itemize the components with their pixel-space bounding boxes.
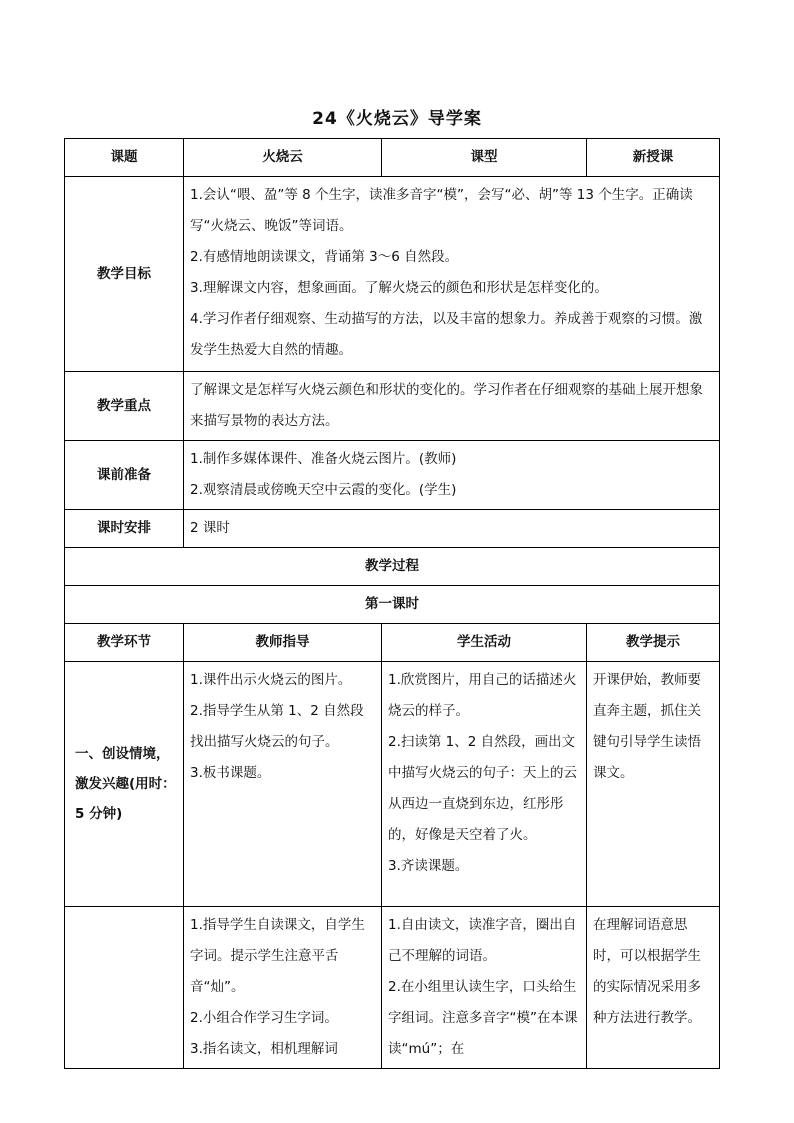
teacher-step: 3.指名读文，相机理解词 [190, 1041, 338, 1057]
teacher-step: 1.课件出示火烧云的图片。 [190, 672, 352, 688]
process-columns-row [65, 624, 720, 662]
key-points-row [65, 372, 720, 441]
student-step: 3.齐读课题。 [388, 858, 469, 874]
goal-item: 3.理解课文内容，想象画面。了解火烧云的颜色和形状是怎样变化的。 [190, 280, 608, 296]
document-title: 24《火烧云》导学案 [312, 109, 482, 129]
preparation-item: 1.制作多媒体课件、准备火烧云图片。(教师) [190, 451, 457, 467]
preparation-row [65, 441, 720, 510]
preparation-content [184, 441, 720, 510]
student-step: 2.在小组里认读生字，口头给生字组词。注意多音字“模”在本课读“mú”；在 [388, 979, 578, 1057]
header-topic-value: 火烧云 [184, 139, 382, 177]
goal-item: 4.学习作者仔细观察、生动描写的方法，以及丰富的想象力。养成善于观察的习惯。激发学生热爱大自然的情趣。 [190, 311, 703, 358]
goals-label: 教学目标 [65, 177, 184, 372]
tip-cell: 开课伊始，教师要直奔主题，抓住关键句引导学生读悟课文。 [587, 662, 720, 907]
preparation-item: 2.观察清晨或傍晚天空中云霞的变化。(学生) [190, 482, 457, 498]
stage-cell: 一、创设情境，激发兴趣(用时：5 分钟) [65, 662, 184, 907]
column-student: 学生活动 [382, 624, 587, 662]
first-period-row [65, 586, 720, 624]
preparation-label: 课前准备 [65, 441, 184, 510]
column-teacher: 教师指导 [184, 624, 382, 662]
goal-item: 1.会认“喂、盈”等 8 个生字，读准多音字“模”，会写“必、胡”等 13 个生字。正确读写“火烧云、晚饭”等词语。 [190, 187, 693, 234]
stage-cell [65, 907, 184, 1069]
student-step: 1.自由读文，读准字音，圈出自己不理解的词语。 [388, 917, 577, 964]
teacher-step: 1.指导学生自读课文，自学生字词。提示学生注意平舌音“灿”。 [190, 917, 365, 995]
student-cell [382, 907, 587, 1069]
teacher-step: 2.指导学生从第 1、2 自然段找出描写火烧云的句子。 [190, 703, 364, 750]
tip-cell: 在理解词语意思时，可以根据学生的实际情况采用多种方法进行教学。 [587, 907, 720, 1069]
teacher-step: 2.小组合作学习生字词。 [190, 1010, 338, 1026]
student-cell [382, 662, 587, 907]
column-stage: 教学环节 [65, 624, 184, 662]
schedule-value: 2 课时 [184, 510, 720, 548]
key-points-text: 了解课文是怎样写火烧云颜色和形状的变化的。学习作者在仔细观察的基础上展开想象来描写景物的表达方法。 [184, 372, 720, 441]
goal-item: 2.有感情地朗读课文，背诵第 3～6 自然段。 [190, 249, 459, 265]
process-heading-row [65, 548, 720, 586]
goals-content [184, 177, 720, 372]
header-type-label: 课型 [382, 139, 587, 177]
schedule-label: 课时安排 [65, 510, 184, 548]
goals-row [65, 177, 720, 372]
first-period-heading: 第一课时 [65, 586, 720, 624]
teacher-cell [184, 907, 382, 1069]
teacher-cell [184, 662, 382, 907]
student-step: 2.扫读第 1、2 自然段，画出文中描写火烧云的句子：天上的云从西边一直烧到东边，红彤彤的，好像是天空着了火。 [388, 734, 577, 843]
lesson-plan-table [64, 138, 720, 1069]
header-row [65, 139, 720, 177]
column-tip: 教学提示 [587, 624, 720, 662]
header-topic-label: 课题 [65, 139, 184, 177]
process-heading: 教学过程 [65, 548, 720, 586]
header-type-value: 新授课 [587, 139, 720, 177]
process-row [65, 907, 720, 1069]
student-step: 1.欣赏图片，用自己的话描述火烧云的样子。 [388, 672, 577, 719]
teacher-step: 3.板书课题。 [190, 765, 271, 781]
schedule-row [65, 510, 720, 548]
key-points-label: 教学重点 [65, 372, 184, 441]
process-row [65, 662, 720, 907]
